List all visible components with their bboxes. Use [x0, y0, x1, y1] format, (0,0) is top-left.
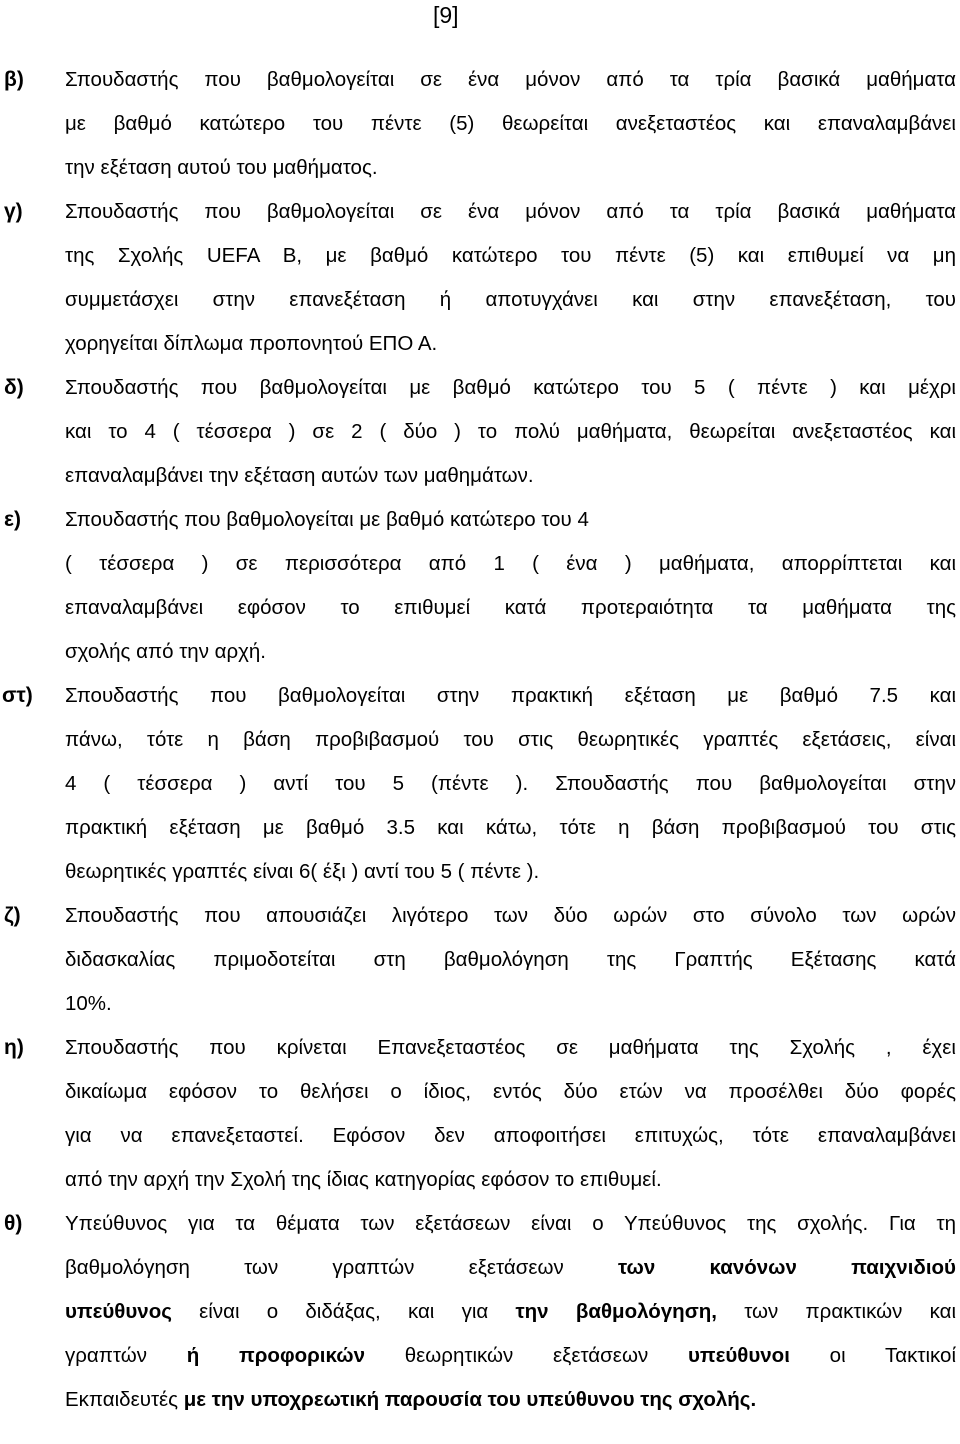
item-text-line: [65, 1334, 956, 1378]
bold-text-run: των κανόνων παιχνιδιού: [617, 1256, 956, 1279]
list-item-theta: [0, 1202, 956, 1422]
item-label: γ): [4, 200, 23, 223]
item-text-line: πάνω, τότε η βάση προβιβασμού του στις θεωρητικές γραπτές εξετάσεις, είναι: [65, 728, 956, 751]
item-text-line: Σπουδαστής που κρίνεται Επανεξεταστέος σε μαθήματα της Σχολής , έχει: [65, 1036, 956, 1059]
text-run: οι Τακτικοί: [789, 1344, 957, 1367]
item-text-line: πρακτική εξέταση με βαθμό 3.5 και κάτω, τότε η βάση προβιβασμού του στις: [65, 816, 956, 839]
item-text-line: Σπουδαστής που βαθμολογείται σε ένα μόνον από τα τρία βασικά μαθήματα: [65, 200, 956, 223]
page-number: [9]: [433, 2, 459, 28]
list-item-stigma: [0, 674, 956, 894]
item-label: η): [4, 1036, 24, 1059]
bold-text-run: ή προφορικών: [186, 1344, 365, 1367]
item-text-line: [65, 1290, 956, 1334]
text-run: θεωρητικών εξετάσεων: [364, 1344, 688, 1367]
text-run: Εκπαιδευτές: [65, 1388, 184, 1411]
item-text-line: με βαθμό κατώτερο του πέντε (5) θεωρείται ανεξεταστέος και επαναλαμβάνει: [65, 112, 956, 135]
item-text-line: Υπεύθυνος για τα θέματα των εξετάσεων είναι ο Υπεύθυνος της σχολής. Για τη: [65, 1212, 956, 1235]
item-text-line: για να επανεξεταστεί. Εφόσον δεν αποφοιτήσει επιτυχώς, τότε επαναλαμβάνει: [65, 1124, 956, 1147]
list-item-eta: [0, 1026, 956, 1202]
item-label: β): [4, 68, 24, 91]
item-text-line: της Σχολής UEFA B, με βαθμό κατώτερο του πέντε (5) και επιθυμεί να μη: [65, 244, 956, 267]
bold-text-run: με την υποχρεωτική παρουσία του υπεύθυνου της σχολής.: [183, 1388, 757, 1411]
list-item-beta: [0, 58, 956, 190]
list-item-epsilon: [0, 498, 956, 674]
item-text-line: 10%.: [65, 992, 112, 1015]
item-text-line: Σπουδαστής που βαθμολογείται στην πρακτική εξέταση με βαθμό 7.5 και: [65, 684, 956, 707]
text-run: γραπτών: [65, 1344, 187, 1367]
item-label: ε): [4, 508, 21, 531]
list-item-delta: [0, 366, 956, 498]
item-text-line: Σπουδαστής που απουσιάζει λιγότερο των δύο ωρών στο σύνολο των ωρών: [65, 904, 956, 927]
item-text-line: σχολής από την αρχή.: [65, 640, 267, 663]
item-label: ζ): [4, 904, 21, 927]
item-text-line: [65, 1378, 956, 1422]
item-text-line: ( τέσσερα ) σε περισσότερα από 1 ( ένα ) μαθήματα, απορρίπτεται και: [65, 552, 956, 575]
item-label: στ): [2, 684, 33, 707]
text-run: βαθμολόγηση των γραπτών εξετάσεων: [65, 1256, 618, 1279]
item-text-line: Σπουδαστής που βαθμολογείται με βαθμό κατώτερο του 5 ( πέντε ) και μέχρι: [65, 376, 956, 399]
item-text-line: θεωρητικές γραπτές είναι 6( έξι ) αντί του 5 ( πέντε ).: [65, 860, 540, 883]
item-label: θ): [4, 1212, 23, 1235]
text-run: των πρακτικών και: [716, 1300, 956, 1323]
item-text-line: από την αρχή την Σχολή της ίδιας κατηγορίας εφόσον το επιθυμεί.: [65, 1168, 662, 1191]
item-text-line: συμμετάσχει στην επανεξέταση ή αποτυγχάνει και στην επανεξέταση, του: [65, 288, 956, 311]
item-text-line: 4 ( τέσσερα ) αντί του 5 (πέντε ). Σπουδαστής που βαθμολογείται στην: [65, 772, 956, 795]
bold-text-run: υπεύθυνος: [65, 1300, 172, 1323]
bold-text-run: την βαθμολόγηση,: [515, 1300, 717, 1323]
item-text-line: και το 4 ( τέσσερα ) σε 2 ( δύο ) το πολύ μαθήματα, θεωρείται ανεξεταστέος και: [65, 420, 956, 443]
item-text-line: Σπουδαστής που βαθμολογείται με βαθμό κατώτερο του 4: [65, 508, 589, 531]
item-text-line: επαναλαμβάνει την εξέταση αυτών των μαθημάτων.: [65, 464, 534, 487]
item-text-line: [65, 1246, 956, 1290]
list-item-zeta: [0, 894, 956, 1026]
list-item-gamma: [0, 190, 956, 366]
item-text-line: χορηγείται δίπλωμα προπονητού ΕΠΟ Α.: [65, 332, 438, 355]
text-run: είναι ο διδάξας, και για: [171, 1300, 516, 1323]
item-text-line: επαναλαμβάνει εφόσον το επιθυμεί κατά προτεραιότητα τα μαθήματα της: [65, 596, 956, 619]
item-text-line: δικαίωμα εφόσον το θελήσει ο ίδιος, εντός δύο ετών να προσέλθει δύο φορές: [65, 1080, 956, 1103]
item-text-line: Σπουδαστής που βαθμολογείται σε ένα μόνον από τα τρία βασικά μαθήματα: [65, 68, 956, 91]
item-label: δ): [4, 376, 24, 399]
bold-text-run: υπεύθυνοι: [687, 1344, 790, 1367]
item-text-line: διδασκαλίας πριμοδοτείται στη βαθμολόγηση της Γραπτής Εξέτασης κατά: [65, 948, 956, 971]
document-body: [0, 58, 956, 1422]
item-text-line: την εξέταση αυτού του μαθήματος.: [65, 156, 378, 179]
